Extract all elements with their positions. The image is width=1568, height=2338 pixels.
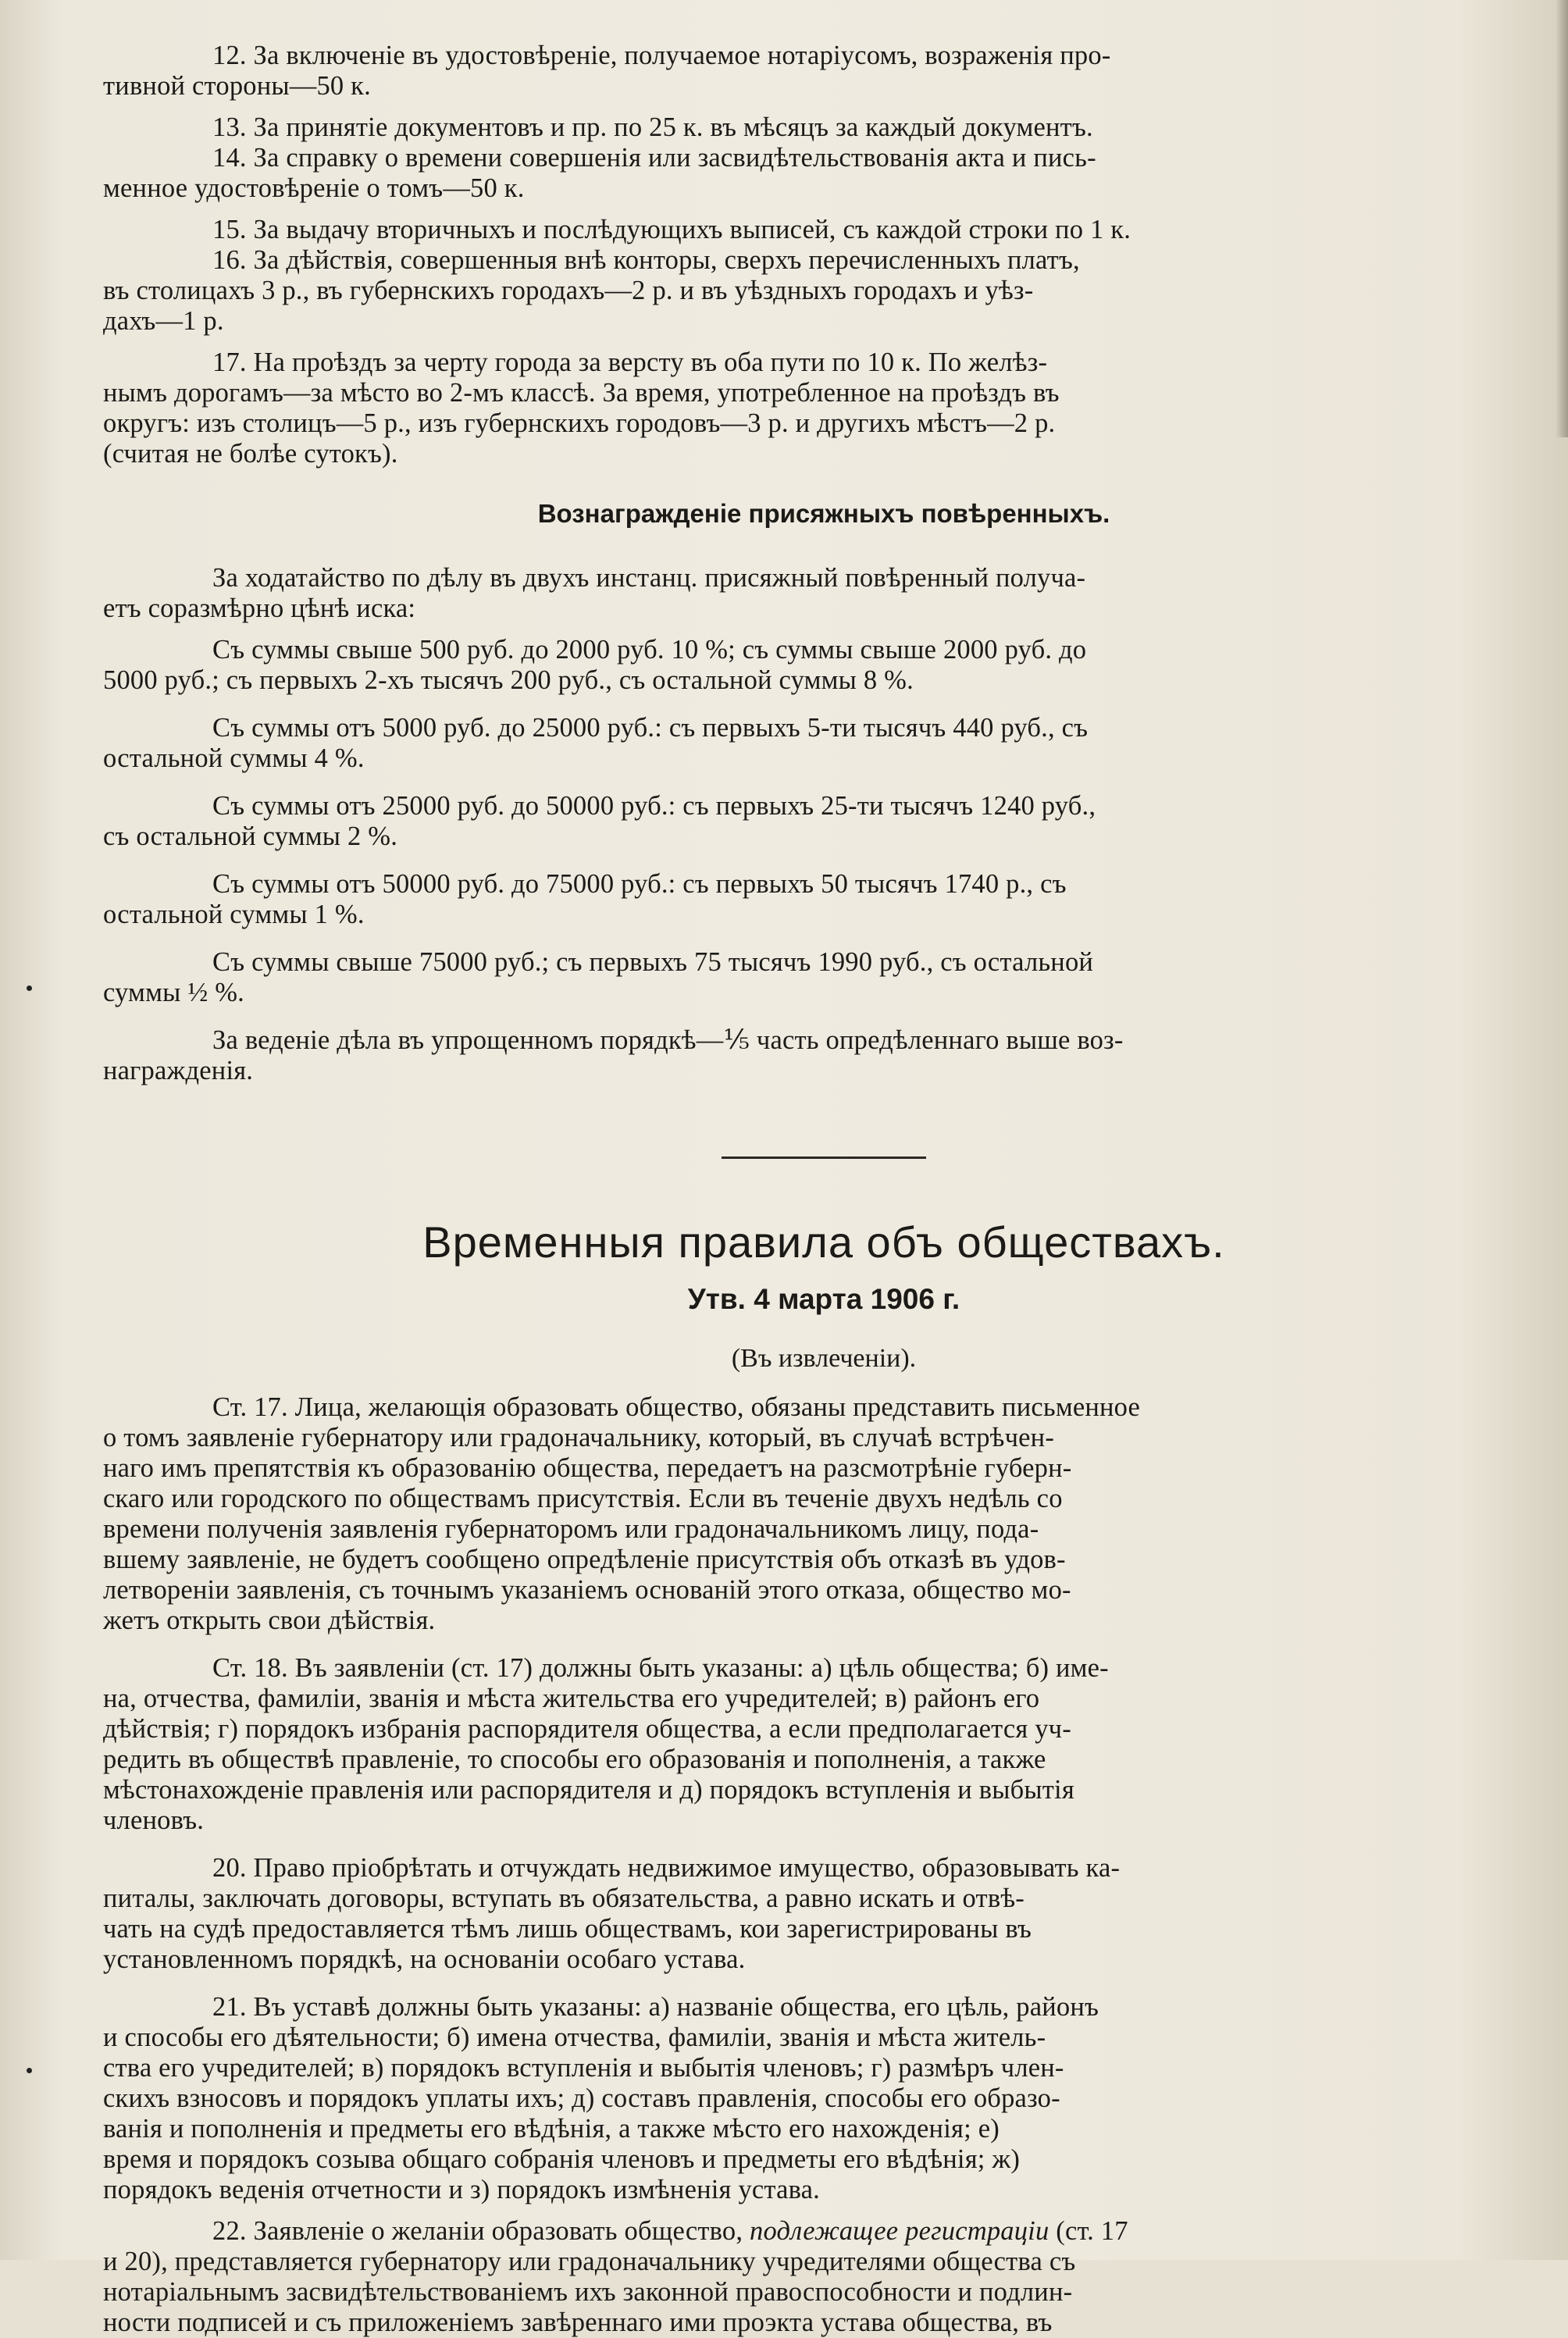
text-line: менное удостовѣреніе о томъ—50 к.: [103, 173, 525, 203]
page-title: Временныя правила объ обществахъ.: [422, 1217, 1225, 1267]
notary-fees-list: [103, 41, 1545, 469]
text-line: время и порядокъ созыва общаго собранія членовъ и предметы его вѣдѣнія; ж): [103, 2144, 1021, 2174]
margin-dot: [27, 2068, 32, 2073]
text-line: За веденіе дѣла въ упрощенномъ порядкѣ—⅕ часть опредѣленнаго выше воз-: [212, 1025, 1124, 1055]
text-line: и 20), представляется губернатору или градоначальнику учредителями общества съ: [103, 2247, 1076, 2276]
text-line: Съ суммы свыше 500 руб. до 2000 руб. 10 %; съ суммы свыше 2000 руб. до: [212, 635, 1087, 665]
text-line: ванія и пополненія и предметы его вѣдѣнія, а также мѣсто его нахожденія; е): [103, 2114, 1000, 2144]
text-line: скаго или городского по обществамъ присутствія. Если въ теченіе двухъ недѣль со: [103, 1484, 1063, 1513]
text-line: Съ суммы отъ 25000 руб. до 50000 руб.: съ первыхъ 25-ти тысячъ 1240 руб.,: [212, 791, 1096, 821]
text-line: 12. За включеніе въ удостовѣреніе, получаемое нотаріусомъ, возраженія про-: [212, 41, 1111, 70]
section-heading: Вознагражденіе присяжныхъ повѣренныхъ.: [537, 499, 1110, 528]
text-line: Съ суммы свыше 75000 руб.; съ первыхъ 75 тысячъ 1990 руб., съ остальной: [212, 947, 1094, 977]
text-line: остальной суммы 4 %.: [103, 743, 365, 773]
text-line: Съ суммы отъ 50000 руб. до 75000 руб.: съ первыхъ 50 тысячъ 1740 р., съ: [212, 869, 1067, 899]
text-line: 13. За принятіе документовъ и пр. по 25 к. въ мѣсяцъ за каждый документъ.: [212, 112, 1093, 142]
page-subtitle: Утв. 4 марта 1906 г.: [687, 1283, 960, 1315]
text-line: питалы, заключать договоры, вступать въ обязательства, а равно искать и отвѣ-: [103, 1884, 1025, 1913]
attorney-fees-list: [103, 563, 1545, 1086]
article-17: [103, 1392, 1545, 1636]
text-line: и способы его дѣятельности; б) имена отчества, фамиліи, званія и мѣста житель-: [103, 2023, 1046, 2052]
article-22: [103, 2216, 1545, 2338]
text-line: суммы ½ %.: [103, 978, 244, 1007]
text-line: дахъ—1 р.: [103, 306, 224, 336]
text-line: редить въ обществѣ правленіе, то способы его образованія и пополненія, а также: [103, 1745, 1046, 1774]
text-line: Ст. 18. Въ заявленіи (ст. 17) должны быть указаны: а) цѣль общества; б) име-: [212, 1653, 1109, 1683]
text-line: съ остальной суммы 2 %.: [103, 822, 398, 851]
text-span: 22. Заявленіе о желаніи образовать общество,: [212, 2216, 743, 2246]
text-line: 5000 руб.; съ первыхъ 2-хъ тысячъ 200 руб., съ остальной суммы 8 %.: [103, 665, 914, 695]
text-line: (считая не болѣе сутокъ).: [103, 439, 398, 469]
text-line: въ столицахъ 3 р., въ губернскихъ городахъ—2 р. и въ уѣздныхъ городахъ и уѣз-: [103, 276, 1034, 305]
text-line: округъ: изъ столицъ—5 р., изъ губернскихъ городовъ—3 р. и другихъ мѣстъ—2 р.: [103, 408, 1056, 438]
text-line: скихъ взносовъ и порядокъ уплаты ихъ; д) составъ правленія, способы его образо-: [103, 2083, 1060, 2113]
text-line: порядокъ веденія отчетности и з) порядокъ измѣненія устава.: [103, 2175, 820, 2204]
text-line: 15. За выдачу вторичныхъ и послѣдующихъ выписей, съ каждой строки по 1 к.: [212, 215, 1131, 244]
text-line: мѣстонахожденіе правленія или распорядителя и д) порядокъ вступленія и выбытія: [103, 1775, 1074, 1805]
text-line: нымъ дорогамъ—за мѣсто во 2-мъ классѣ. За время, употребленное на проѣздъ въ: [103, 378, 1060, 408]
text-line: ства его учредителей; в) порядокъ вступленія и выбытія членовъ; г) размѣръ член-: [103, 2053, 1064, 2083]
extract-note: (Въ извлеченіи).: [731, 1344, 917, 1373]
text-line: остальной суммы 1 %.: [103, 900, 365, 929]
text-line: 21. Въ уставѣ должны быть указаны: а) названіе общества, его цѣль, районъ: [212, 1992, 1099, 2022]
text-line: Съ суммы отъ 5000 руб. до 25000 руб.: съ первыхъ 5-ти тысячъ 440 руб., съ: [212, 713, 1089, 743]
text-line: За ходатайство по дѣлу въ двухъ инстанц. присяжный повѣренный получа-: [212, 563, 1086, 593]
article-20: [103, 1853, 1545, 1975]
text-line: Ст. 17. Лица, желающія образовать общество, обязаны представить письменное: [212, 1392, 1141, 1422]
text-line: вшему заявленіе, не будетъ сообщено опредѣленіе присутствія объ отказѣ въ удов-: [103, 1545, 1066, 1574]
text-line: жетъ открыть свои дѣйствія.: [103, 1606, 436, 1635]
text-line: членовъ.: [103, 1805, 205, 1835]
margin-dot: [27, 985, 32, 991]
italic-emphasis: подлежащее регистраціи: [750, 2216, 1049, 2246]
text-line: на, отчества, фамиліи, званія и мѣста жительства его учредителей; в) районъ его: [103, 1684, 1040, 1713]
text-line: ности подписей и съ приложеніемъ завѣреннаго ими проэкта устава общества, въ: [103, 2308, 1053, 2337]
page-gutter-shadow: [1556, 0, 1568, 437]
text-line: награжденія.: [103, 1056, 254, 1085]
article-18: [103, 1653, 1545, 1836]
text-line: наго имъ препятствія къ образованію общества, передаетъ на разсмотрѣніе губерн-: [103, 1453, 1072, 1483]
text-line: о томъ заявленіе губернатору или градоначальнику, который, въ случаѣ встрѣчен-: [103, 1423, 1055, 1452]
text-line: дѣйствія; г) порядокъ избранія распорядителя общества, а если предполагается уч-: [103, 1714, 1071, 1744]
text-line: [103, 2216, 1545, 2247]
text-line: чать на судѣ предоставляется тѣмъ лишь обществамъ, кои зарегистрированы въ: [103, 1914, 1032, 1944]
text-line: времени полученія заявленія губернаторомъ или градоначальникомъ лицу, пода-: [103, 1514, 1039, 1544]
text-line: 14. За справку о времени совершенія или засвидѣтельствованія акта и пись-: [212, 143, 1096, 173]
article-21: [103, 1992, 1545, 2205]
text-line: нотаріальнымъ засвидѣтельствованіемъ ихъ законной правоспособности и подлин-: [103, 2277, 1073, 2307]
text-line: установленномъ порядкѣ, на основаніи особаго устава.: [103, 1944, 746, 1974]
text-line: тивной стороны—50 к.: [103, 71, 371, 101]
text-line: етъ соразмѣрно цѣнѣ иска:: [103, 593, 416, 623]
text-line: 20. Право пріобрѣтать и отчуждать недвижимое имущество, образовывать ка-: [212, 1853, 1121, 1883]
text-span: (ст. 17: [1056, 2216, 1128, 2246]
text-line: 17. На проѣздъ за черту города за версту въ оба пути по 10 к. По желѣз-: [212, 347, 1048, 377]
text-line: летвореніи заявленія, съ точнымъ указаніемъ основаній этого отказа, общество мо-: [103, 1575, 1071, 1605]
text-line: 16. За дѣйствія, совершенныя внѣ конторы, сверхъ перечисленныхъ платъ,: [212, 245, 1080, 275]
section-divider: [722, 1157, 926, 1159]
